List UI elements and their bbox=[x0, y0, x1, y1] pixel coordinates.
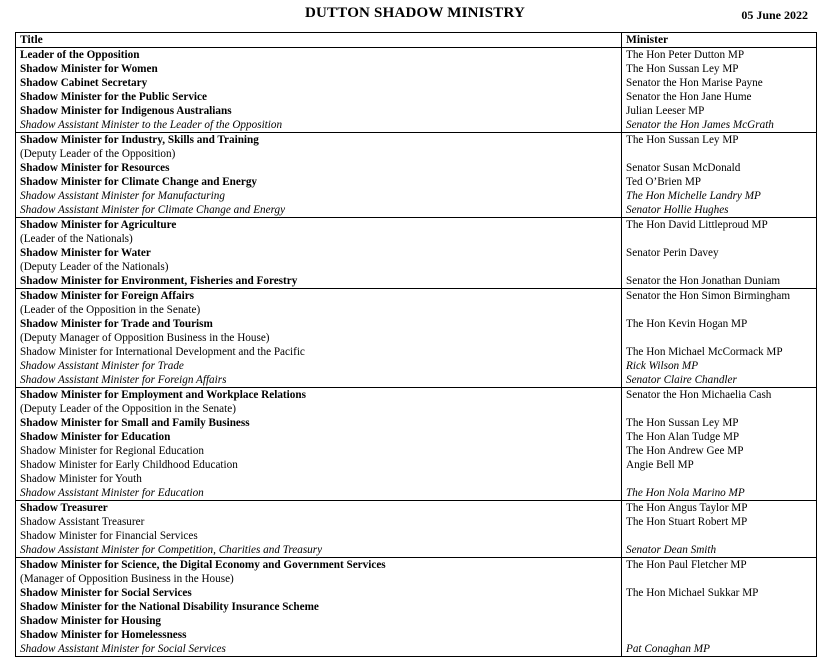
table-row bbox=[16, 133, 817, 162]
portfolio-title-cell bbox=[16, 472, 622, 486]
minister-cell bbox=[622, 416, 817, 430]
minister-name: Senator Dean Smith bbox=[626, 544, 717, 556]
table-row bbox=[16, 444, 817, 458]
portfolio-title: Shadow Minister for Industry, Skills and Training bbox=[20, 134, 259, 146]
portfolio-title: Shadow Minister for Education bbox=[20, 431, 171, 443]
title-column-header: Title bbox=[16, 33, 622, 48]
minister-cell bbox=[622, 62, 817, 76]
portfolio-subtitle: (Deputy Manager of Opposition Business in the House) bbox=[20, 332, 270, 344]
minister-name: Senator Hollie Hughes bbox=[626, 204, 729, 216]
minister-name: The Hon Angus Taylor MP bbox=[626, 502, 748, 514]
portfolio-title: Shadow Assistant Minister for Competition, Charities and Treasury bbox=[20, 544, 323, 556]
table-row bbox=[16, 218, 817, 247]
minister-name: The Hon Alan Tudge MP bbox=[626, 431, 740, 443]
minister-name: The Hon Kevin Hogan MP bbox=[626, 318, 748, 330]
portfolio-title: Shadow Assistant Treasurer bbox=[20, 516, 145, 528]
table-row bbox=[16, 161, 817, 175]
minister-name: Senator the Hon Jonathan Duniam bbox=[626, 275, 781, 287]
minister-cell bbox=[622, 444, 817, 458]
minister-name: Angie Bell MP bbox=[626, 459, 694, 471]
portfolio-title-cell bbox=[16, 203, 622, 218]
minister-name: The Hon Michael McCormack MP bbox=[626, 346, 783, 358]
portfolio-title-cell bbox=[16, 586, 622, 600]
table-row bbox=[16, 175, 817, 189]
minister-name: Senator the Hon James McGrath bbox=[626, 119, 774, 131]
minister-cell bbox=[622, 529, 817, 543]
portfolio-title: Shadow Minister for Social Services bbox=[20, 587, 192, 599]
portfolio-title: Shadow Assistant Minister to the Leader of the Opposition bbox=[20, 119, 283, 131]
portfolio-title: Shadow Minister for the Public Service bbox=[20, 91, 207, 103]
table-row bbox=[16, 345, 817, 359]
portfolio-title-cell bbox=[16, 104, 622, 118]
minister-name: Senator the Hon Simon Birmingham bbox=[626, 290, 791, 302]
table-row bbox=[16, 501, 817, 516]
portfolio-subtitle: (Manager of Opposition Business in the House) bbox=[20, 573, 234, 585]
table-row bbox=[16, 543, 817, 558]
portfolio-title-cell bbox=[16, 486, 622, 501]
table-row bbox=[16, 388, 817, 417]
portfolio-title: Shadow Treasurer bbox=[20, 502, 108, 514]
minister-name: Senator Perin Davey bbox=[626, 247, 719, 259]
portfolio-title-cell bbox=[16, 48, 622, 63]
table-row bbox=[16, 614, 817, 628]
portfolio-title-cell bbox=[16, 529, 622, 543]
table-row bbox=[16, 558, 817, 587]
table-row bbox=[16, 373, 817, 388]
portfolio-title-cell bbox=[16, 416, 622, 430]
table-row bbox=[16, 203, 817, 218]
portfolio-title: Shadow Minister for Housing bbox=[20, 615, 162, 627]
portfolio-title: Shadow Assistant Minister for Climate Change and Energy bbox=[20, 204, 286, 216]
portfolio-title: Shadow Assistant Minister for Foreign Affairs bbox=[20, 374, 227, 386]
minister-name: The Hon Nola Marino MP bbox=[626, 487, 745, 499]
minister-cell bbox=[622, 218, 817, 247]
minister-name: The Hon Peter Dutton MP bbox=[626, 49, 745, 61]
minister-cell bbox=[622, 501, 817, 516]
portfolio-title-cell bbox=[16, 515, 622, 529]
table-row bbox=[16, 359, 817, 373]
portfolio-title: Shadow Minister for Small and Family Business bbox=[20, 417, 250, 429]
portfolio-title: Shadow Minister for Agriculture bbox=[20, 219, 177, 231]
portfolio-title-cell bbox=[16, 373, 622, 388]
portfolio-title-cell bbox=[16, 642, 622, 657]
minister-cell bbox=[622, 359, 817, 373]
table-row bbox=[16, 289, 817, 318]
portfolio-title-cell bbox=[16, 558, 622, 587]
minister-name: The Hon Andrew Gee MP bbox=[626, 445, 744, 457]
minister-cell bbox=[622, 48, 817, 63]
portfolio-title: Shadow Assistant Minister for Education bbox=[20, 487, 204, 499]
minister-cell bbox=[622, 317, 817, 345]
table-row bbox=[16, 48, 817, 63]
portfolio-subtitle: (Leader of the Nationals) bbox=[20, 233, 133, 245]
portfolio-title: Shadow Assistant Minister for Manufacturing bbox=[20, 190, 225, 202]
table-row bbox=[16, 430, 817, 444]
portfolio-subtitle: (Deputy Leader of the Nationals) bbox=[20, 261, 169, 273]
table-row bbox=[16, 90, 817, 104]
minister-cell bbox=[622, 161, 817, 175]
portfolio-title-cell bbox=[16, 218, 622, 247]
portfolio-title: Shadow Minister for Women bbox=[20, 63, 158, 75]
document-date: 05 June 2022 bbox=[741, 8, 808, 22]
minister-cell bbox=[622, 189, 817, 203]
portfolio-title-cell bbox=[16, 161, 622, 175]
table-row bbox=[16, 586, 817, 600]
portfolio-title: Shadow Minister for the National Disability Insurance Scheme bbox=[20, 601, 319, 613]
minister-name: Senator Susan McDonald bbox=[626, 162, 741, 174]
minister-cell bbox=[622, 472, 817, 486]
minister-name: The Hon David Littleproud MP bbox=[626, 219, 768, 231]
minister-name: Senator the Hon Jane Hume bbox=[626, 91, 752, 103]
minister-name: Senator Claire Chandler bbox=[626, 374, 737, 386]
portfolio-title: Shadow Minister for Youth bbox=[20, 473, 142, 485]
minister-name: Julian Leeser MP bbox=[626, 105, 705, 117]
portfolio-subtitle: (Deputy Leader of the Opposition in the Senate) bbox=[20, 403, 236, 415]
minister-name: The Hon Paul Fletcher MP bbox=[626, 559, 747, 571]
document-title: DUTTON SHADOW MINISTRY bbox=[304, 5, 526, 21]
portfolio-title: Shadow Assistant Minister for Social Services bbox=[20, 643, 226, 655]
minister-name bbox=[626, 614, 812, 628]
portfolio-title-cell bbox=[16, 444, 622, 458]
portfolio-title-cell bbox=[16, 133, 622, 162]
minister-cell bbox=[622, 515, 817, 529]
minister-cell bbox=[622, 246, 817, 274]
shadow-ministry-table bbox=[15, 32, 817, 657]
table-row bbox=[16, 416, 817, 430]
table-row bbox=[16, 472, 817, 486]
table-row bbox=[16, 458, 817, 472]
minister-cell bbox=[622, 274, 817, 289]
portfolio-title: Leader of the Opposition bbox=[20, 49, 140, 61]
minister-cell bbox=[622, 586, 817, 600]
table-row bbox=[16, 76, 817, 90]
minister-name: Pat Conaghan MP bbox=[626, 643, 710, 655]
portfolio-title: Shadow Minister for Trade and Tourism bbox=[20, 318, 213, 330]
minister-cell bbox=[622, 104, 817, 118]
table-row bbox=[16, 118, 817, 133]
portfolio-title-cell bbox=[16, 600, 622, 614]
portfolio-title-cell bbox=[16, 359, 622, 373]
table-body bbox=[16, 48, 817, 657]
portfolio-title: Shadow Minister for Regional Education bbox=[20, 445, 204, 457]
portfolio-title-cell bbox=[16, 614, 622, 628]
minister-cell bbox=[622, 388, 817, 417]
minister-name: The Hon Sussan Ley MP bbox=[626, 417, 739, 429]
table-row bbox=[16, 104, 817, 118]
minister-cell bbox=[622, 642, 817, 657]
minister-name: Senator the Hon Marise Payne bbox=[626, 77, 763, 89]
minister-name bbox=[626, 529, 812, 543]
table-row bbox=[16, 62, 817, 76]
minister-cell bbox=[622, 76, 817, 90]
minister-cell bbox=[622, 118, 817, 133]
portfolio-title-cell bbox=[16, 189, 622, 203]
table-row bbox=[16, 515, 817, 529]
portfolio-title: Shadow Minister for Foreign Affairs bbox=[20, 290, 195, 302]
table-row bbox=[16, 189, 817, 203]
minister-cell bbox=[622, 628, 817, 642]
table-row bbox=[16, 642, 817, 657]
table-row bbox=[16, 529, 817, 543]
minister-name bbox=[626, 472, 812, 486]
table-row bbox=[16, 628, 817, 642]
minister-cell bbox=[622, 373, 817, 388]
minister-cell bbox=[622, 289, 817, 318]
minister-name bbox=[626, 600, 812, 614]
portfolio-title: Shadow Assistant Minister for Trade bbox=[20, 360, 184, 372]
portfolio-title: Shadow Minister for Water bbox=[20, 247, 151, 259]
portfolio-title-cell bbox=[16, 118, 622, 133]
table-row bbox=[16, 600, 817, 614]
portfolio-title: Shadow Minister for Early Childhood Education bbox=[20, 459, 238, 471]
portfolio-title-cell bbox=[16, 430, 622, 444]
minister-cell bbox=[622, 543, 817, 558]
portfolio-title-cell bbox=[16, 274, 622, 289]
minister-name: The Hon Michael Sukkar MP bbox=[626, 587, 759, 599]
minister-name: Senator the Hon Michaelia Cash bbox=[626, 389, 772, 401]
minister-cell bbox=[622, 203, 817, 218]
portfolio-title-cell bbox=[16, 345, 622, 359]
minister-name: The Hon Sussan Ley MP bbox=[626, 134, 739, 146]
minister-name: The Hon Michelle Landry MP bbox=[626, 190, 761, 202]
minister-column-header: Minister bbox=[622, 33, 817, 48]
table-row bbox=[16, 246, 817, 274]
table-header-row bbox=[16, 33, 817, 48]
portfolio-title: Shadow Minister for International Development and the Pacific bbox=[20, 346, 305, 358]
minister-cell bbox=[622, 430, 817, 444]
portfolio-title-cell bbox=[16, 388, 622, 417]
minister-name: The Hon Sussan Ley MP bbox=[626, 63, 739, 75]
minister-name: The Hon Stuart Robert MP bbox=[626, 516, 748, 528]
minister-cell bbox=[622, 175, 817, 189]
portfolio-title: Shadow Minister for Science, the Digital Economy and Government Services bbox=[20, 559, 386, 571]
portfolio-title-cell bbox=[16, 543, 622, 558]
portfolio-subtitle: (Leader of the Opposition in the Senate) bbox=[20, 304, 201, 316]
portfolio-title: Shadow Minister for Climate Change and Energy bbox=[20, 176, 258, 188]
minister-name: Ted O’Brien MP bbox=[626, 176, 702, 188]
minister-cell bbox=[622, 558, 817, 587]
minister-cell bbox=[622, 486, 817, 501]
minister-cell bbox=[622, 614, 817, 628]
portfolio-title-cell bbox=[16, 62, 622, 76]
portfolio-title-cell bbox=[16, 458, 622, 472]
minister-cell bbox=[622, 600, 817, 614]
minister-name bbox=[626, 628, 812, 642]
table-row bbox=[16, 274, 817, 289]
portfolio-title: Shadow Minister for Homelessness bbox=[20, 629, 187, 641]
table-row bbox=[16, 486, 817, 501]
minister-cell bbox=[622, 90, 817, 104]
portfolio-title: Shadow Minister for Resources bbox=[20, 162, 170, 174]
portfolio-title-cell bbox=[16, 501, 622, 516]
portfolio-title: Shadow Minister for Employment and Workplace Relations bbox=[20, 389, 306, 401]
portfolio-title: Shadow Minister for Indigenous Australians bbox=[20, 105, 232, 117]
minister-cell bbox=[622, 458, 817, 472]
portfolio-title: Shadow Minister for Environment, Fisheries and Forestry bbox=[20, 275, 298, 287]
portfolio-title-cell bbox=[16, 628, 622, 642]
portfolio-title: Shadow Minister for Financial Services bbox=[20, 530, 198, 542]
portfolio-title: Shadow Cabinet Secretary bbox=[20, 77, 148, 89]
portfolio-title-cell bbox=[16, 246, 622, 274]
minister-cell bbox=[622, 345, 817, 359]
minister-name: Rick Wilson MP bbox=[626, 360, 699, 372]
minister-cell bbox=[622, 133, 817, 162]
table-row bbox=[16, 317, 817, 345]
portfolio-title-cell bbox=[16, 90, 622, 104]
portfolio-title-cell bbox=[16, 175, 622, 189]
portfolio-title-cell bbox=[16, 317, 622, 345]
portfolio-subtitle: (Deputy Leader of the Opposition) bbox=[20, 148, 176, 160]
portfolio-title-cell bbox=[16, 289, 622, 318]
portfolio-title-cell bbox=[16, 76, 622, 90]
